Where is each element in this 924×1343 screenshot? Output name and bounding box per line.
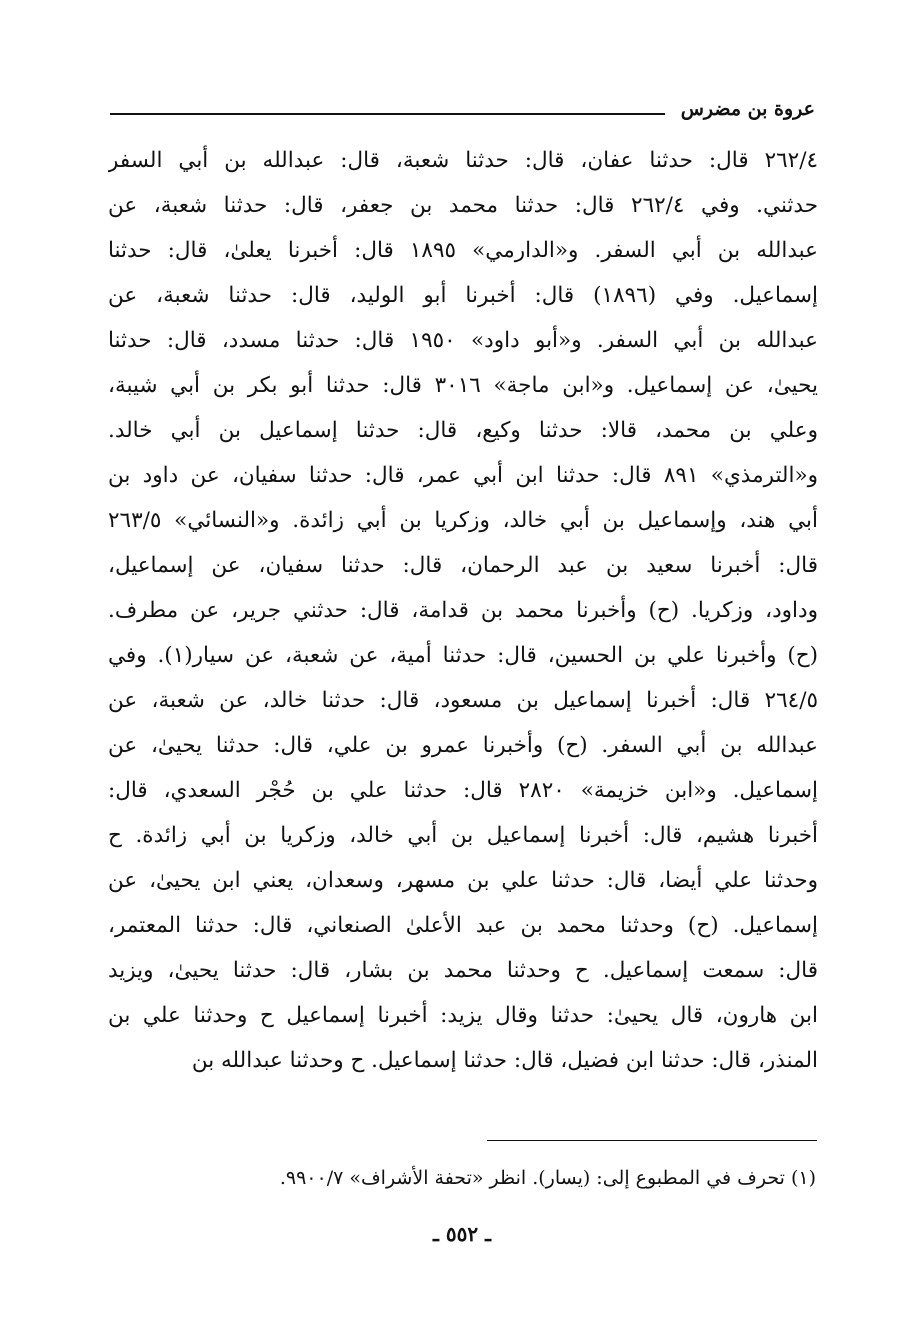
text-line: يحيىٰ، عن إسماعيل. و«ابن ماجة» ٣٠١٦ قال: حدثنا أبو بكر بن أبي شيبة، — [108, 373, 818, 398]
header-title: عروة بن مضرس — [680, 98, 815, 120]
footnote-separator — [487, 1140, 817, 1141]
text-line: حدثني. وفي ٢٦٢/٤ قال: حدثنا محمد بن جعفر، قال: حدثنا شعبة، عن — [108, 193, 818, 218]
text-line: (ح) وأخبرنا علي بن الحسين، قال: حدثنا أمية، عن شعبة، عن سيار(١). وفي — [108, 643, 818, 668]
page-number: ـ ٥٥٢ ـ — [433, 1222, 491, 1246]
text-line: ٢٦٢/٤ قال: حدثنا عفان، قال: حدثنا شعبة، قال: عبدالله بن أبي السفر — [108, 148, 818, 173]
text-line: إسماعيل. (ح) وحدثنا محمد بن عبد الأعلىٰ الصنعاني، قال: حدثنا المعتمر، — [108, 913, 818, 938]
text-line: و«الترمذي» ٨٩١ قال: حدثنا ابن أبي عمر، قال: حدثنا سفيان، عن داود بن — [108, 463, 818, 488]
body-text — [108, 138, 818, 1083]
text-line: ابن هارون، قال يحيىٰ: حدثنا وقال يزيد: أخبرنا إسماعيل ح وحدثنا علي بن — [108, 1003, 818, 1028]
text-line: أبي هند، وإسماعيل بن أبي خالد، وزكريا بن أبي زائدة. و«النسائي» ٢٦٣/٥ — [108, 508, 818, 533]
text-line: وحدثنا علي أيضا، قال: حدثنا علي بن مسهر، وسعدان، يعني ابن يحيىٰ، عن — [108, 868, 818, 893]
text-line: قال: أخبرنا سعيد بن عبد الرحمان، قال: حدثنا سفيان، عن إسماعيل، — [108, 553, 818, 578]
text-line: قال: سمعت إسماعيل. ح وحدثنا محمد بن بشار، قال: حدثنا يحيىٰ، ويزيد — [108, 958, 818, 983]
text-line: ٢٦٤/٥ قال: أخبرنا إسماعيل بن مسعود، قال: حدثنا خالد، عن شعبة، عن — [108, 688, 818, 713]
text-line: عبدالله بن أبي السفر. (ح) وأخبرنا عمرو بن علي، قال: حدثنا يحيىٰ، عن — [108, 733, 818, 758]
text-line: المنذر، قال: حدثنا ابن فضيل، قال: حدثنا إسماعيل. ح وحدثنا عبدالله بن — [191, 1048, 818, 1073]
text-line: إسماعيل. وفي (١٨٩٦) قال: أخبرنا أبو الوليد، قال: حدثنا شعبة، عن — [108, 283, 818, 308]
text-line: أخبرنا هشيم، قال: أخبرنا إسماعيل بن أبي خالد، وزكريا بن أبي زائدة. ح — [108, 823, 818, 848]
running-header — [110, 96, 815, 132]
header-rule — [110, 113, 665, 115]
text-line: عبدالله بن أبي السفر. و«أبو داود» ١٩٥٠ قال: حدثنا مسدد، قال: حدثنا — [108, 328, 818, 353]
text-line: إسماعيل. و«ابن خزيمة» ٢٨٢٠ قال: حدثنا علي بن حُجْر السعدي، قال: — [108, 778, 818, 803]
text-line: عبدالله بن أبي السفر. و«الدارمي» ١٨٩٥ قال: أخبرنا يعلىٰ، قال: حدثنا — [108, 238, 818, 263]
text-line: وعلي بن محمد، قالا: حدثنا وكيع، قال: حدثنا إسماعيل بن أبي خالد. — [108, 418, 818, 443]
footnote: (١) تحرف في المطبوع إلى: (يسار). انظر «تحفة الأشراف» ٩٩٠٠/٧. — [279, 1167, 816, 1189]
text-line: وداود، وزكريا. (ح) وأخبرنا محمد بن قدامة، قال: حدثني جرير، عن مطرف. — [108, 598, 818, 623]
